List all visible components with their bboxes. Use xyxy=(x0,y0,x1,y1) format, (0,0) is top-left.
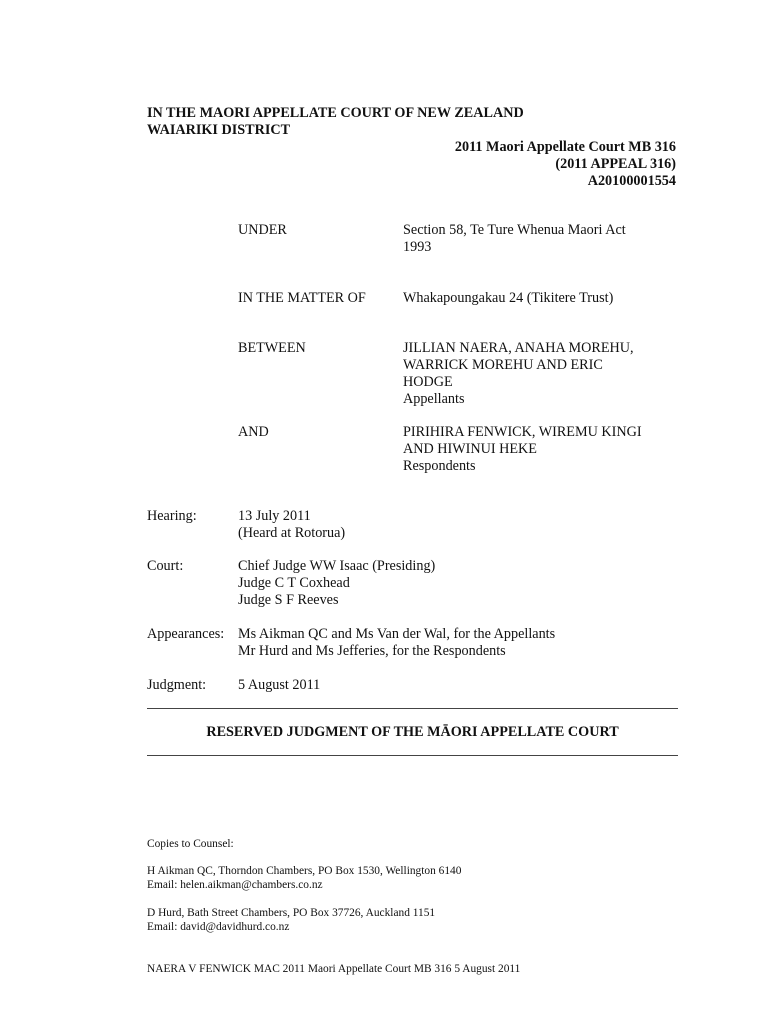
party-value-respondents xyxy=(403,424,642,475)
judgment-heading: RESERVED JUDGMENT OF THE MĀORI APPELLATE COURT xyxy=(206,724,619,740)
counsel-email: Email: david@davidhurd.co.nz xyxy=(147,921,290,933)
divider-bottom xyxy=(147,755,678,756)
district-name: WAIARIKI DISTRICT xyxy=(147,122,291,138)
detail-line: Judge C T Coxhead xyxy=(238,575,350,591)
party-value-line: PIRIHIRA FENWICK, WIREMU KINGI xyxy=(403,424,642,440)
appearances-label: Appearances: xyxy=(147,626,225,642)
party-value-under xyxy=(403,222,626,256)
party-label-between: BETWEEN xyxy=(238,340,306,356)
citation-block xyxy=(455,139,676,190)
detail-line: Judge S F Reeves xyxy=(238,592,339,608)
party-label-matter: IN THE MATTER OF xyxy=(238,290,366,306)
citation-line: (2011 APPEAL 316) xyxy=(555,156,676,172)
counsel-address: D Hurd, Bath Street Chambers, PO Box 37726, Auckland 1151 xyxy=(147,907,436,919)
divider-top xyxy=(147,708,678,709)
party-value-line: JILLIAN NAERA, ANAHA MOREHU, xyxy=(403,340,634,356)
detail-line: Ms Aikman QC and Ms Van der Wal, for the Appellants xyxy=(238,626,556,642)
copies-heading: Copies to Counsel: xyxy=(147,838,234,850)
counsel-entry-aikman xyxy=(147,864,461,892)
counsel-entry-hurd xyxy=(147,906,435,934)
judgment-date-value xyxy=(238,677,320,694)
judgment-date-label: Judgment: xyxy=(147,677,207,693)
party-value-matter xyxy=(403,290,613,307)
court-title: IN THE MAORI APPELLATE COURT OF NEW ZEALAND xyxy=(147,105,524,121)
appearances-value xyxy=(238,626,555,660)
citation-line: A20100001554 xyxy=(587,173,676,189)
party-value-line: WARRICK MOREHU AND ERIC xyxy=(403,357,603,373)
court-label: Court: xyxy=(147,558,184,574)
hearing-value xyxy=(238,508,345,542)
citation-line: 2011 Maori Appellate Court MB 316 xyxy=(454,139,676,155)
detail-line: 5 August 2011 xyxy=(238,677,321,693)
counsel-address: H Aikman QC, Thorndon Chambers, PO Box 1530, Wellington 6140 xyxy=(147,865,462,877)
party-value-line: HODGE xyxy=(403,374,453,390)
counsel-email: Email: helen.aikman@chambers.co.nz xyxy=(147,879,323,891)
detail-line: 13 July 2011 xyxy=(238,508,311,524)
party-value-line: Whakapoungakau 24 (Tikitere Trust) xyxy=(403,290,614,306)
party-value-line: 1993 xyxy=(403,239,432,255)
page-footer: NAERA V FENWICK MAC 2011 Maori Appellate Court MB 316 5 August 2011 xyxy=(147,963,521,975)
detail-line: Chief Judge WW Isaac (Presiding) xyxy=(238,558,436,574)
party-label-and: AND xyxy=(238,424,269,440)
detail-line: Mr Hurd and Ms Jefferies, for the Respondents xyxy=(238,643,506,659)
party-value-line: Appellants xyxy=(403,391,465,407)
party-value-line: Respondents xyxy=(403,458,476,474)
court-judges xyxy=(238,558,435,609)
party-value-line: Section 58, Te Ture Whenua Maori Act xyxy=(403,222,626,238)
hearing-label: Hearing: xyxy=(147,508,197,524)
party-value-line: AND HIWINUI HEKE xyxy=(403,441,537,457)
party-label-under: UNDER xyxy=(238,222,287,238)
detail-line: (Heard at Rotorua) xyxy=(238,525,346,541)
party-value-appellants xyxy=(403,340,634,408)
